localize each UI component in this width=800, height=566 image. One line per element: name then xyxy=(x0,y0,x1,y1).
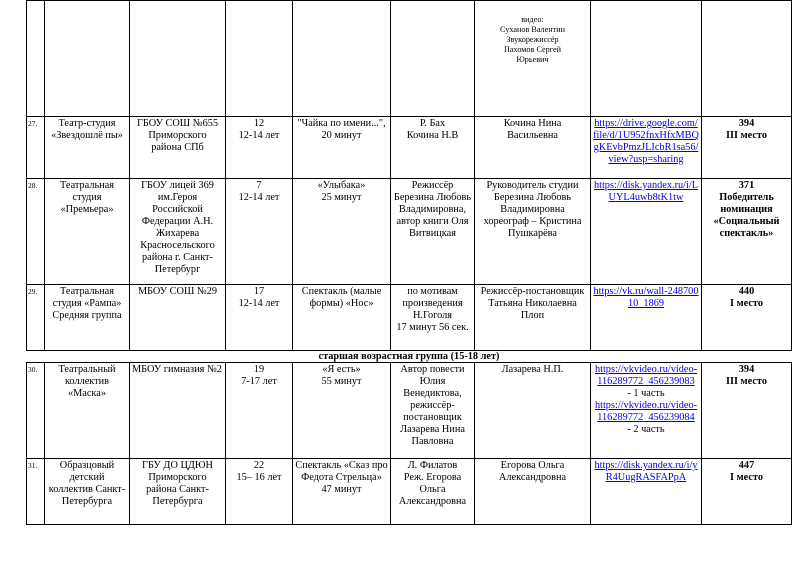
cell-author: Режиссёр Березина Любовь Владимировна, автор книги Оля Витвицкая xyxy=(391,179,475,285)
video-link[interactable]: https://vk.ru/wall-24870010_1869 xyxy=(593,286,699,309)
table-row xyxy=(27,179,792,285)
table-row xyxy=(27,459,792,525)
place: I место xyxy=(730,298,763,309)
results-table xyxy=(26,0,792,525)
cell-author: по мотивам произведения Н.Гоголя 17 минут 56 сек. xyxy=(391,285,475,351)
cell-link xyxy=(591,117,702,179)
table-row xyxy=(27,117,792,179)
cell-result xyxy=(702,285,792,351)
cell-num: 29. xyxy=(27,285,45,351)
score: 394 xyxy=(738,364,755,375)
cell-school: МБОУ гимназия №2 xyxy=(130,363,226,459)
video-link-part-2[interactable]: https://vkvideo.ru/video-116289772_456239084 xyxy=(594,400,698,423)
cell-result xyxy=(702,363,792,459)
cell-author: Р. Бах Кочина Н.В xyxy=(391,117,475,179)
cell-title: «Улыбака» 25 минут xyxy=(293,179,391,285)
cell-leader: Лазарева Н.П. xyxy=(475,363,591,459)
cell-title: Спектакль (малые формы) «Нос» xyxy=(293,285,391,351)
cell-result xyxy=(702,117,792,179)
cell-leader: Руководитель студии Березина Любовь Владимировна хореограф – Кристина Пушкарёва xyxy=(475,179,591,285)
cell-collective: Театр-студия «Звездошлё пы» xyxy=(45,117,130,179)
cell-count xyxy=(226,1,293,117)
cell-leader: Егорова Ольга Александровна xyxy=(475,459,591,525)
score: 371 xyxy=(738,180,755,191)
cell-title: Спектакль «Сказ про Федота Стрельца» 47 минут xyxy=(293,459,391,525)
cell-title: "Чайка по имени...", 20 минут xyxy=(293,117,391,179)
cell-author xyxy=(391,1,475,117)
cell-result xyxy=(702,1,792,117)
cell-collective: Театральный коллектив «Маска» xyxy=(45,363,130,459)
place: III место xyxy=(726,130,767,141)
video-link[interactable]: https://disk.yandex.ru/i/yR4UugRASFAPpA xyxy=(594,460,698,483)
cell-link xyxy=(591,179,702,285)
cell-school: МБОУ СОШ №29 xyxy=(130,285,226,351)
cell-link xyxy=(591,363,702,459)
cell-school xyxy=(130,1,226,117)
place: III место xyxy=(726,376,767,387)
cell-collective: Образцовый детский коллектив Санкт-Петербурга xyxy=(45,459,130,525)
cell-count: 12 12-14 лет xyxy=(226,117,293,179)
cell-link xyxy=(591,1,702,117)
cell-num: 30. xyxy=(27,363,45,459)
cell-author: Л. Филатов Реж. Егорова Ольга Александровна xyxy=(391,459,475,525)
table-row xyxy=(27,285,792,351)
cell-num: 27. xyxy=(27,117,45,179)
cell-title: «Я есть» 55 минут xyxy=(293,363,391,459)
cell-title xyxy=(293,1,391,117)
score: 447 xyxy=(738,460,755,471)
cell-school: ГБОУ СОШ №655 Приморского района СПб xyxy=(130,117,226,179)
video-link-part-1[interactable]: https://vkvideo.ru/video-116289772_456239083 xyxy=(594,364,698,387)
cell-result xyxy=(702,179,792,285)
cell-num: 31. xyxy=(27,459,45,525)
cell-collective: Театральная студия «Премьера» xyxy=(45,179,130,285)
table-row xyxy=(27,1,792,117)
cell-count: 7 12-14 лет xyxy=(226,179,293,285)
cell-result xyxy=(702,459,792,525)
cell-collective xyxy=(45,1,130,117)
part-2-label: - 2 часть xyxy=(627,424,665,435)
part-1-label: - 1 часть xyxy=(627,388,665,399)
cell-author: Автор повести Юлия Венедиктова, режиссёр-постановщик Лазарева Нина Павловна xyxy=(391,363,475,459)
cell-count: 17 12-14 лет xyxy=(226,285,293,351)
place: I место xyxy=(730,472,763,483)
cell-count: 19 7-17 лет xyxy=(226,363,293,459)
score: 394 xyxy=(738,118,755,129)
cell-leader: Режиссёр-постановщик Татьяна Николаевна Плоп xyxy=(475,285,591,351)
cell-count: 22 15– 16 лет xyxy=(226,459,293,525)
video-link[interactable]: https://drive.google.com/file/d/1U952fnxHfxMBQgKEvbPmzJLIcbR1sa56/view?usp=sharing xyxy=(593,118,699,165)
cell-num xyxy=(27,1,45,117)
cell-link xyxy=(591,459,702,525)
table-row xyxy=(27,363,792,459)
cell-link xyxy=(591,285,702,351)
cell-leader: видео: Суханов Валентин Звукорежиссёр Пахомов Сергей Юрьевич xyxy=(475,1,591,117)
cell-num: 28. xyxy=(27,179,45,285)
place: Победитель номинация «Социальный спектакль» xyxy=(713,192,780,239)
cell-leader: Кочина Нина Васильевна xyxy=(475,117,591,179)
section-heading: старшая возрастная группа (15-18 лет) xyxy=(27,351,792,363)
video-link[interactable]: https://disk.yandex.ru/i/LUYL4uwb8tK1tw xyxy=(593,180,699,203)
results-page xyxy=(26,0,791,525)
cell-school: ГБУ ДО ЦДЮН Приморского района Санкт-Петербурга xyxy=(130,459,226,525)
cell-collective: Театральная студия «Рампа» Средняя группа xyxy=(45,285,130,351)
cell-school: ГБОУ лицей 369 им.Героя Российской Федерации А.Н. Жихарева Красносельского района г. Санкт-Петербург xyxy=(130,179,226,285)
section-row xyxy=(27,351,792,363)
score: 440 xyxy=(738,286,755,297)
